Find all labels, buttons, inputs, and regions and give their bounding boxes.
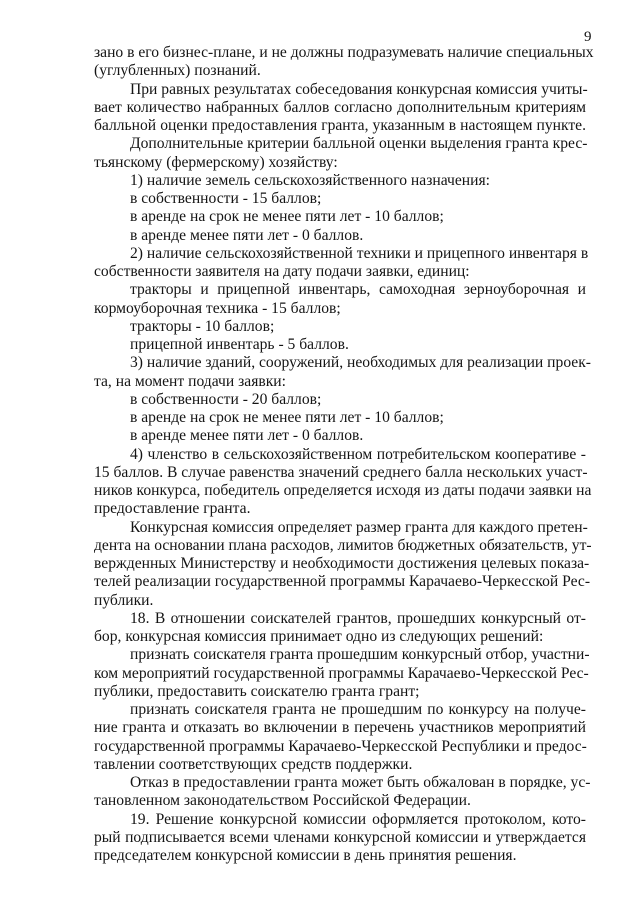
text-line: публики. [94,591,154,609]
text-line: Отказ в предоставлении гранта может быть обжалован в порядке, ус- [130,774,591,791]
text-line: рый подписывается всеми членами конкурсной комиссии и утверждается [94,828,586,846]
text-line: в аренде менее пяти лет - 0 баллов. [130,427,364,445]
text-line: 4) членство в сельскохозяйственном потребительском кооперативе - [130,445,586,463]
text-line: в собственности - 15 баллов; [130,190,322,207]
text-line: тьянскому (фермерскому) хозяйству: [94,153,338,171]
text-line: тановленном законодательством Российской Федерации. [94,792,471,810]
text-line: в аренде на срок не менее пяти лет - 10 баллов; [130,409,444,426]
text-line: (углубленных) познаний. [94,62,261,80]
text-line: тракторы и прицепной инвентарь, самоходная зерноуборочная и [130,281,586,299]
text-line: председателем конкурсной комиссии в день принятия решения. [94,847,517,864]
text-line: 18. В отношении соискателей грантов, прошедших конкурсный от- [130,609,586,627]
text-line: 2) наличие сельскохозяйственной техники и прицепного инвентаря в [130,244,589,262]
text-line: балльной оценки предоставления гранта, указанным в настоящем пункте. [94,117,586,134]
text-line: Конкурсная комиссия определяет размер гранта для каждого претен- [130,518,588,536]
text-line: ние гранта и отказать во включении в перечень участников мероприятий [94,719,586,737]
text-line: дента на основании плана расходов, лимитов бюджетных обязательств, ут- [94,536,592,554]
text-line: вает количество набранных баллов согласно дополнительным критериям [94,98,586,116]
text-line: тавлении соответствующих средств поддержки. [94,755,413,773]
text-line: 3) наличие зданий, сооружений, необходимых для реализации проек- [130,354,591,372]
text-line: публики, предоставить соискателю гранта грант; [94,682,420,700]
text-line: 15 баллов. В случае равенства значений среднего балла нескольких участ- [94,463,588,481]
text-line: предоставление гранта. [94,500,251,518]
text-line: телей реализации государственной программы Карачаево-Черкесской Рес- [94,573,591,591]
text-line: кормоуборочная техника - 15 баллов; [94,299,341,317]
text-line: ников конкурса, победитель определяется исходя из даты подачи заявки на [94,482,592,499]
text-line: бор, конкурсная комиссия принимает одно из следующих решений: [94,628,544,645]
text-line: При равных результатах собеседования конкурсная комиссия учиты- [130,80,588,98]
text-line: в аренде на срок не менее пяти лет - 10 баллов; [130,208,444,226]
text-line: та, на момент подачи заявки: [94,372,286,390]
page-number: 9 [584,29,592,45]
text-line: 19. Решение конкурсной комиссии оформляется протоколом, кото- [130,810,586,828]
text-line: признать соискателя гранта не прошедшим по конкурсу на получе- [130,701,586,718]
text-line: государственной программы Карачаево-Черкесской Республики и предос- [94,737,587,755]
text-line: 1) наличие земель сельскохозяйственного назначения: [130,171,490,189]
text-line: ком мероприятий государственной программы Карачаево-Черкесской Рес- [94,664,589,682]
text-line: признать соискателя гранта прошедшим конкурсный отбор, участни- [130,646,590,664]
text-line: Дополнительные критерии балльной оценки выделения гранта крес- [130,135,588,153]
text-line: в собственности - 20 баллов; [130,390,322,408]
text-line: зано в его бизнес-плане, и не должны подразумевать наличие специальных [94,44,594,61]
text-line: собственности заявителя на дату подачи заявки, единиц: [94,263,470,280]
text-line: тракторы - 10 баллов; [130,317,275,335]
text-line: в аренде менее пяти лет - 0 баллов. [130,226,364,244]
text-line: вержденных Министерству и необходимости достижения целевых показа- [94,555,590,572]
text-line: прицепной инвентарь - 5 баллов. [130,336,349,353]
